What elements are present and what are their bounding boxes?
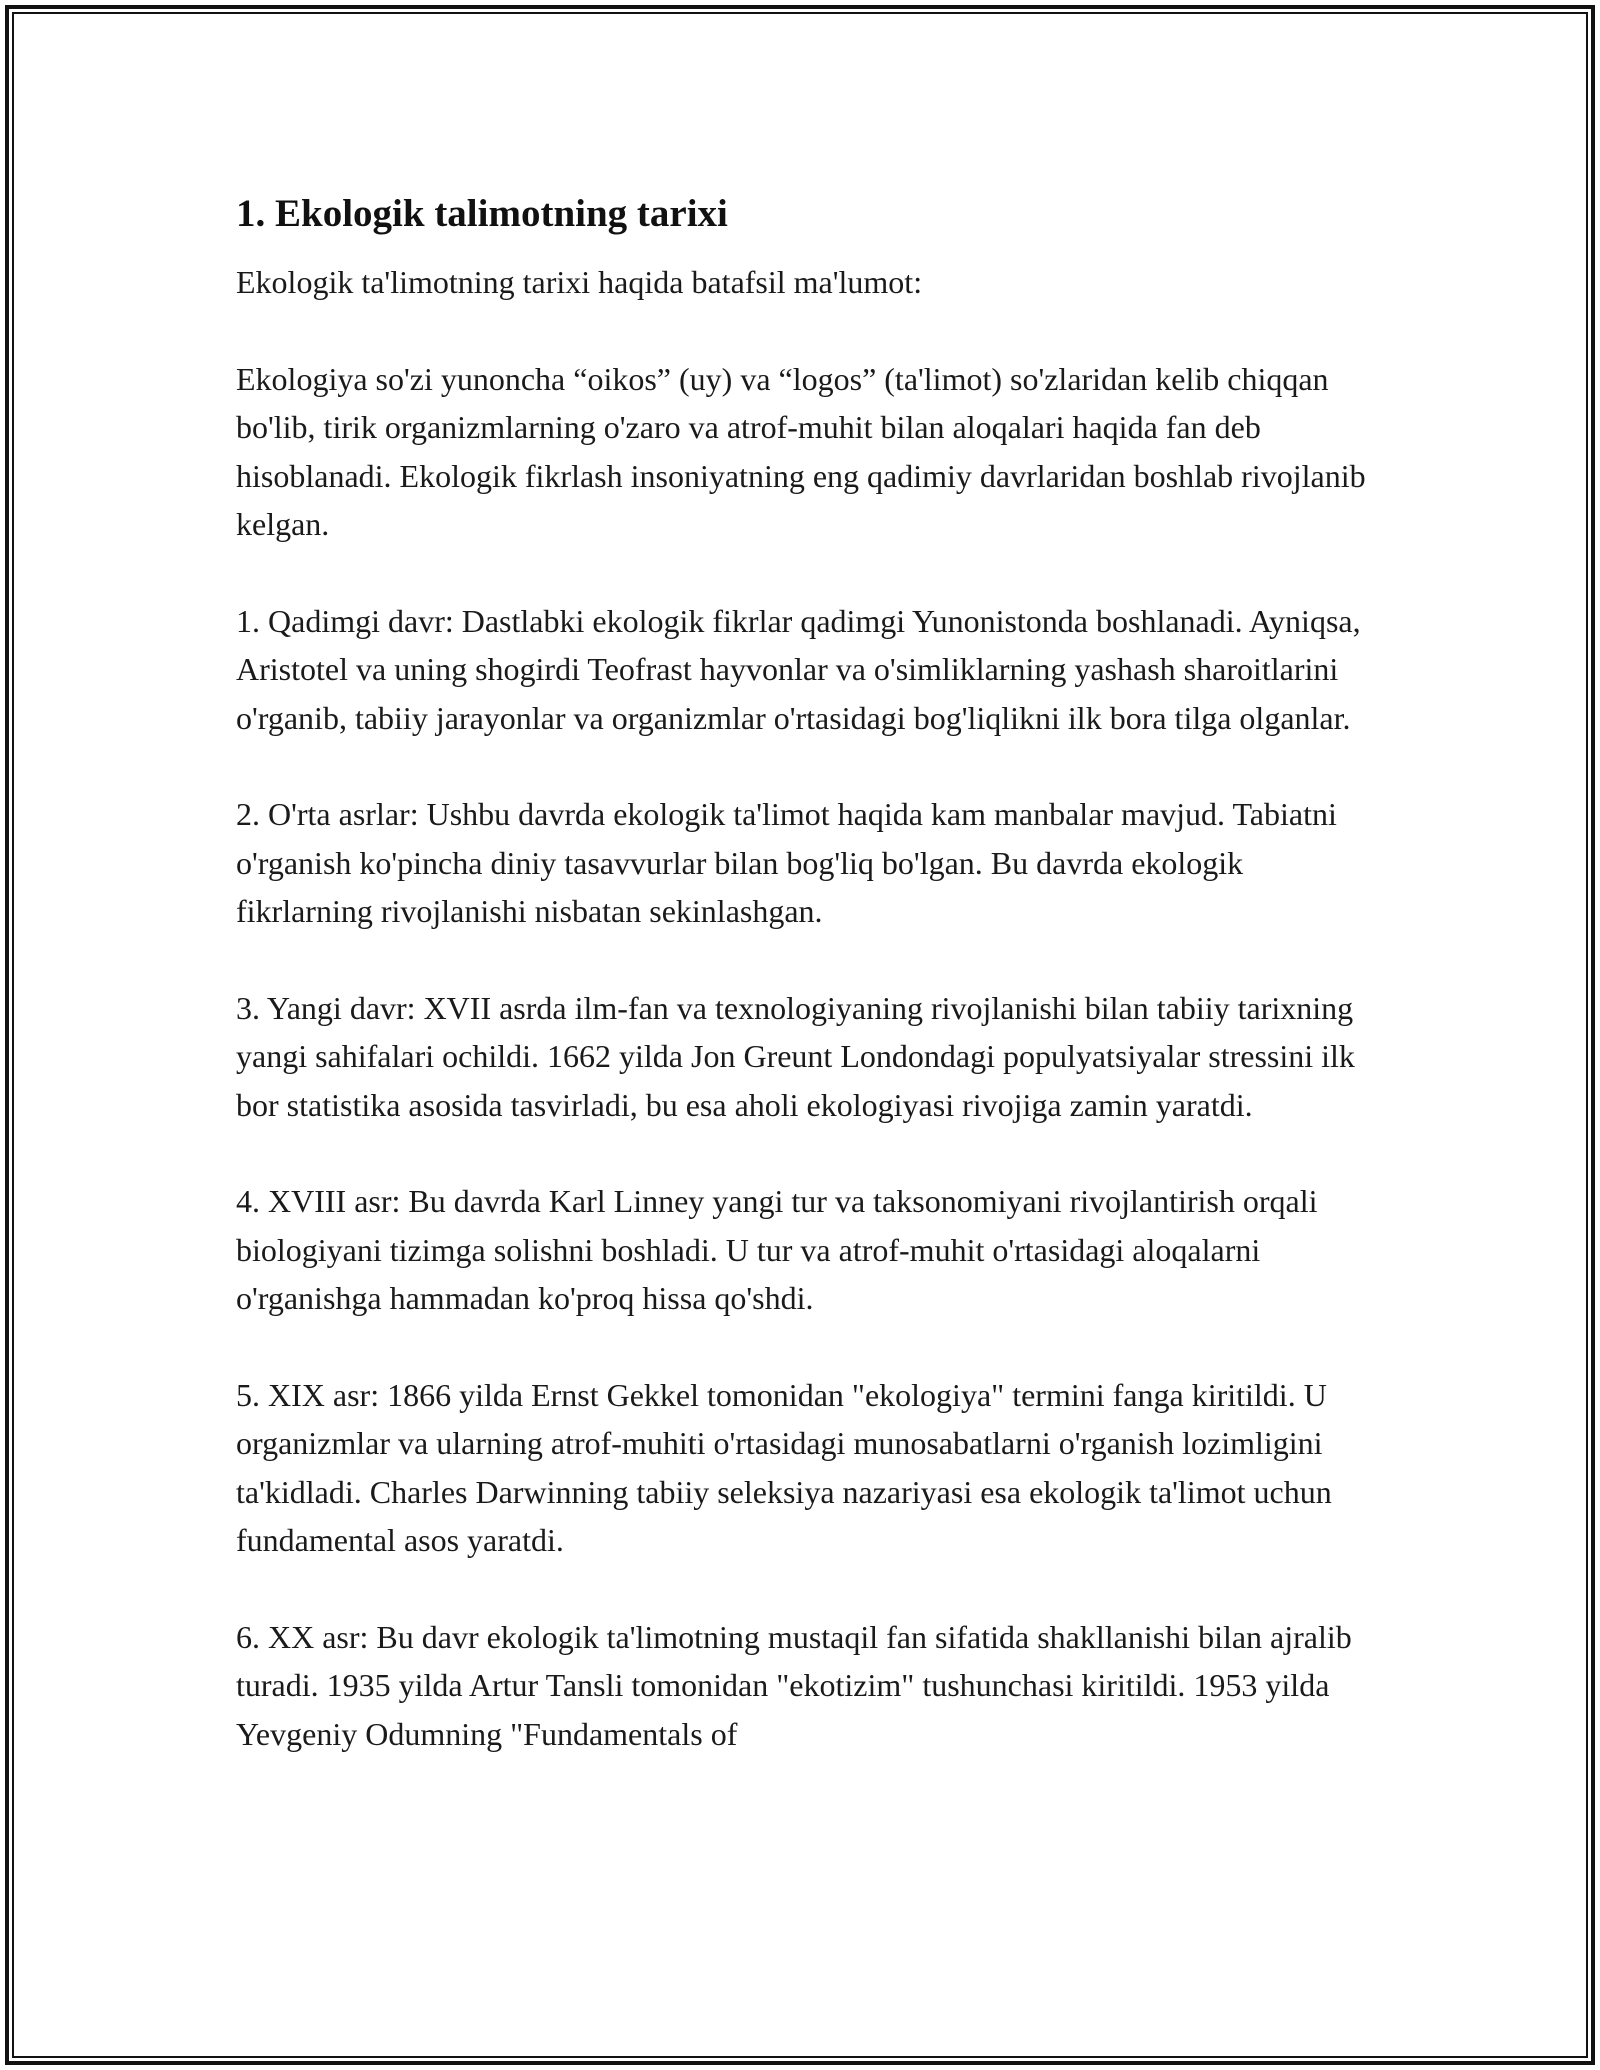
paragraph-ecology-definition: Ekologiya so'zi yunoncha “oikos” (uy) va “logos” (ta'limot) so'zlaridan kelib chiqqan bo'lib, tirik organizmlarning o'zaro va atrof-muhit bilan aloqalari haqida fan deb hisoblanadi. Ekologik fikrlash insoniyatning eng qadimiy davrlaridan boshlab rivojlanib kelgan. [236, 360, 1366, 542]
paragraph-18th-century: 4. XVIII asr: Bu davrda Karl Linney yangi tur va taksonomiyani rivojlantirish orqali biologiyani tizimga solishni boshladi. U tur va atrof-muhit o'rtasidagi aloqalarni o'rganishga hammadan ko'proq hissa qo'shdi. [236, 1183, 1318, 1316]
paragraph-20th-century: 6. XX asr: Bu davr ekologik ta'limotning mustaqil fan sifatida shakllanishi bilan ajralib turadi. 1935 yilda Artur Tansli tomonidan "ekotizim" tushunchasi kiritildi. 1953 yilda Yevgeniy Odumning "Fundamentals of [236, 1618, 1352, 1752]
document-body [236, 186, 1386, 1758]
document-title: 1. Ekologik talimotning tarixi [236, 192, 728, 235]
intro-line: Ekologik ta'limotning tarixi haqida batafsil ma'lumot: [236, 264, 923, 300]
paragraph-middle-ages: 2. O'rta asrlar: Ushbu davrda ekologik ta'limot haqida kam manbalar mavjud. Tabiatni o'rganish ko'pincha diniy tasavvurlar bilan bog'liq bo'lgan. Bu davrda ekologik fikrlarning rivojlanishi nisbatan sekinlashgan. [236, 796, 1337, 929]
paragraph-new-period: 3. Yangi davr: XVII asrda ilm-fan va texnologiyaning rivojlanishi bilan tabiiy tarixning yangi sahifalari ochildi. 1662 yilda Jon Greunt Londondagi populyatsiyalar stressini ilk bor statistika asosida tasvirladi, bu esa aholi ekologiyasi rivojiga zamin yaratdi. [236, 989, 1355, 1123]
paragraph-19th-century: 5. XIX asr: 1866 yilda Ernst Gekkel tomonidan "ekologiya" termini fanga kiritildi. U organizmlar va ularning atrof-muhiti o'rtasidagi munosabatlarni o'rganish lozimligini ta'kidladi. Charles Darwinning tabiiy seleksiya nazariyasi esa ekologik ta'limot uchun fundamental asos yaratdi. [236, 1376, 1332, 1558]
paragraph-ancient-period: 1. Qadimgi davr: Dastlabki ekologik fikrlar qadimgi Yunonistonda boshlanadi. Ayniqsa, Aristotel va uning shogirdi Teofrast hayvonlar va o'simliklarning yashash sharoitlarini o'rganib, tabiiy jarayonlar va organizmlar o'rtasidagi bog'liqlikni ilk bora tilga olganlar. [236, 602, 1361, 736]
